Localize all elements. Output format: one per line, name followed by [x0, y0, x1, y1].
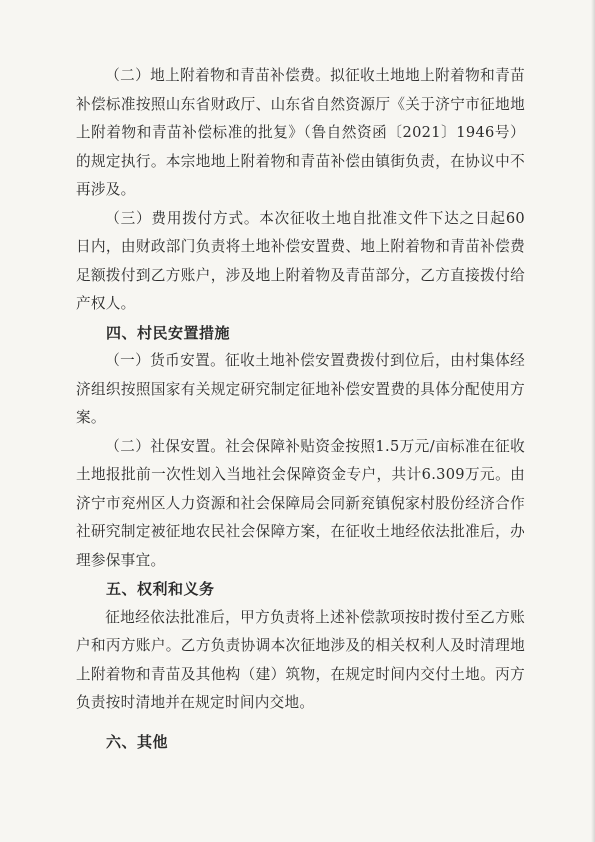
scan-edge-shadow [591, 0, 595, 842]
document-body [76, 62, 525, 756]
paragraph-attachment-compensation: （二）地上附着物和青苗补偿费。拟征收土地地上附着物和青苗补偿标准按照山东省财政厅、山东省自然资源厅《关于济宁市征地地上附着物和青苗补偿标准的批复》（鲁自然资函〔2021〕1946号）的规定执行。本宗地地上附着物和青苗补偿由镇街负责，在协议中不再涉及。 [76, 67, 525, 198]
paragraph-rights-obligations: 征地经依法批准后，甲方负责将上述补偿款项按时拨付至乙方账户和丙方账户。乙方负责协调本次征地涉及的相关权利人及时清理地上附着物和青苗及其他构（建）筑物，在规定时间内交付土地。丙方负责按时清地并在规定时间内交地。 [76, 608, 525, 711]
heading-rights-obligations: 五、权利和义务 [106, 580, 215, 598]
heading-other: 六、其他 [106, 732, 169, 751]
heading-resettlement: 四、村民安置措施 [106, 323, 231, 342]
paragraph-payment-method: （三）费用拨付方式。本次征收土地自批准文件下达之日起60日内，由财政部门负责将土地补偿安置费、地上附着物和青苗补偿费足额拨付到乙方账户，涉及地上附着物及青苗部分，乙方直接拨付给产权人。 [76, 209, 525, 312]
paragraph-social-security: （二）社保安置。社会保障补贴资金按照1.5万元/亩标准在征收土地报批前一次性划入当地社会保障资金专户，共计6.309万元。由济宁市兖州区人力资源和社会保障局会同新兖镇倪家村股份经济合作社研究制定被征地农民社会保障方案，在征收土地经依法批准后，办理参保事宜。 [76, 437, 525, 569]
paragraph-cash-resettlement: （一）货币安置。征收土地补偿安置费拨付到位后，由村集体经济组织按照国家有关规定研究制定征地补偿安置费的具体分配使用方案。 [76, 352, 525, 426]
